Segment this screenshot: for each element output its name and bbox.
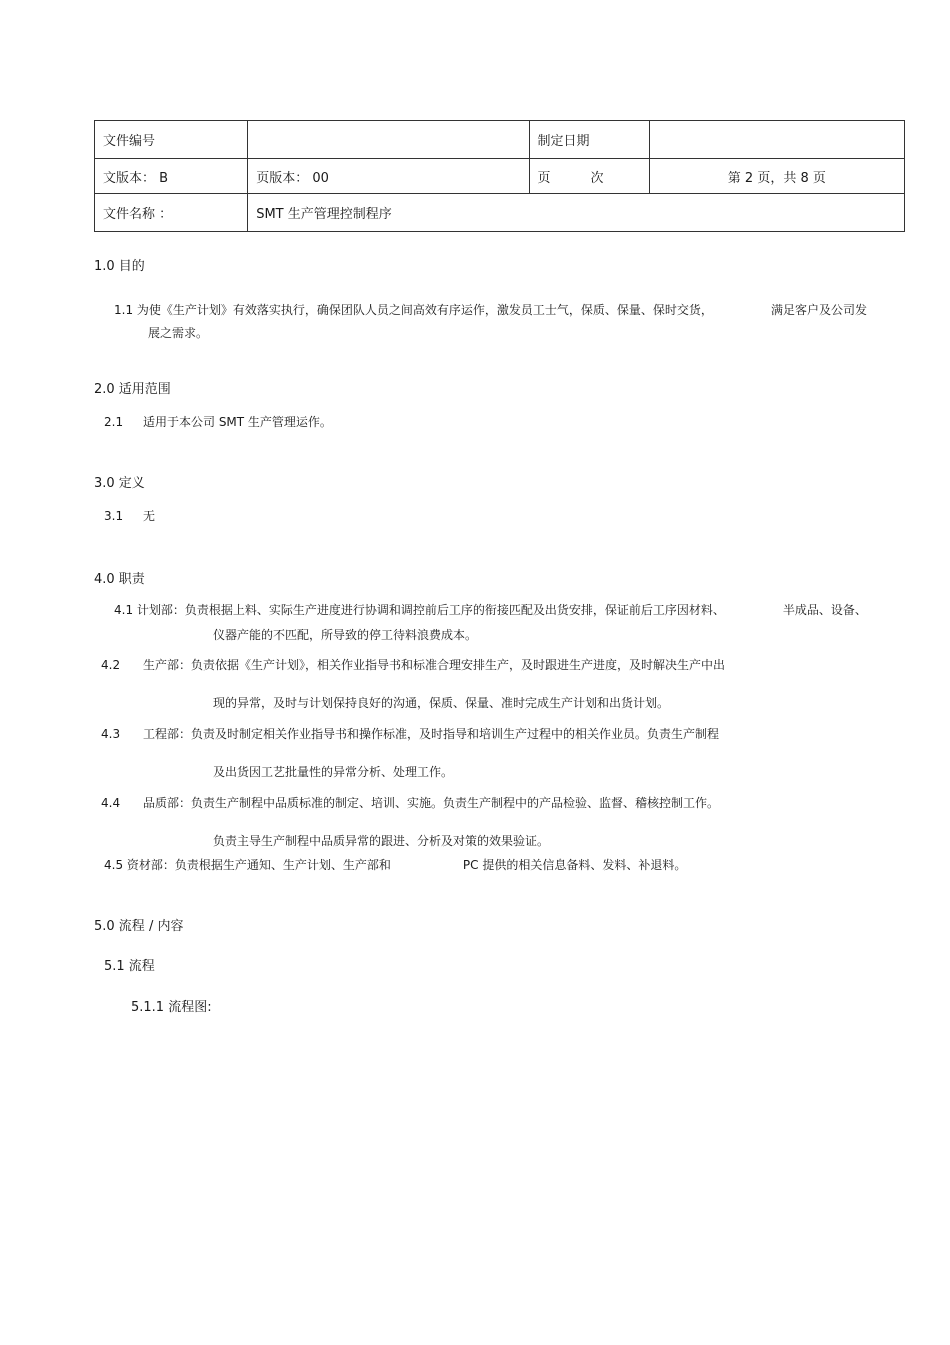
- section-2-heading: 2.0 适用范围: [94, 382, 171, 397]
- header-row-1: [95, 121, 905, 159]
- item-4-4-text-a: 品质部：负责生产制程中品质标准的制定、培训、实施。负责生产制程中的产品检验、监督、稽核控制工作。: [143, 796, 720, 810]
- item-1-1-text-c: 展之需求。: [148, 326, 209, 340]
- item-1-1-number: 1.1: [114, 303, 134, 317]
- section-3-heading: 3.0 定义: [94, 476, 145, 491]
- page-label-cell: [529, 159, 649, 194]
- item-4-3-text-b: 及出货因工艺批量性的异常分析、处理工作。: [213, 765, 454, 779]
- section-5-heading: 5.0 流程 / 内容: [94, 919, 184, 934]
- item-1-1-text-a: 为使《生产计划》有效落实执行，确保团队人员之间高效有序运作，激发员工士气，保质、保量、保时交货，: [136, 303, 713, 317]
- page-version-label: 页版本： 00: [248, 159, 529, 194]
- item-4-3-number: 4.3: [101, 727, 121, 741]
- item-4-1-text-a: 4.1 计划部：负责根据上料、实际生产进度进行协调和调控前后工序的衔接匹配及出货安排，保证前后工序因材料、: [114, 603, 725, 617]
- item-2-1-text: 适用于本公司 SMT 生产管理运作。: [143, 415, 332, 429]
- version-label: 文版本： B: [95, 159, 248, 194]
- doc-no-label: 文件编号: [95, 121, 248, 159]
- item-4-2-number: 4.2: [101, 658, 121, 672]
- header-row-2: [95, 159, 905, 194]
- page-value: 第 2 页，共 8 页: [649, 159, 904, 194]
- item-4-1-text-b: 半成品、设备、: [782, 603, 867, 617]
- item-4-2-text-b: 现的异常，及时与计划保持良好的沟通，保质、保量、准时完成生产计划和出货计划。: [213, 696, 670, 710]
- doc-no-value: [248, 121, 529, 159]
- name-value: SMT 生产管理控制程序: [248, 194, 905, 232]
- item-4-5: [104, 857, 686, 873]
- item-4-3-text-a: 工程部：负责及时制定相关作业指导书和操作标准，及时指导和培训生产过程中的相关作业员。负责生产制程: [143, 727, 720, 741]
- page-label-a: 页: [537, 170, 551, 186]
- item-4-4-text-b: 负责主导生产制程中品质异常的跟进、分析及对策的效果验证。: [213, 834, 550, 848]
- section-1-heading: 1.0 目的: [94, 259, 145, 274]
- item-3-1-text: 无: [143, 509, 156, 523]
- item-4-4-number: 4.4: [101, 796, 121, 810]
- item-4-2-text-a: 生产部：负责依据《生产计划》，相关作业指导书和标准合理安排生产，及时跟进生产进度，及时解决生产中出: [143, 658, 726, 672]
- section-5-1-1-heading: 5.1.1 流程图:: [131, 1000, 212, 1015]
- section-5-1-heading: 5.1 流程: [104, 959, 155, 974]
- date-value: [649, 121, 904, 159]
- date-label: 制定日期: [529, 121, 649, 159]
- name-label: 文件名称 ：: [95, 194, 248, 232]
- item-4-1-text-c: 仪器产能的不匹配，所导致的停工待料浪费成本。: [213, 628, 478, 642]
- item-4-1: [114, 602, 867, 618]
- item-1-1-text-b: 满足客户及公司发: [770, 303, 867, 317]
- item-4-5-text-b: PC 提供的相关信息备料、发料、补退料。: [462, 858, 687, 872]
- section-1-item-1: [114, 302, 867, 318]
- page-label-b: 次: [590, 170, 604, 186]
- header-row-3: [95, 194, 905, 232]
- item-2-1-number: 2.1: [104, 415, 124, 429]
- document-header-table: [94, 120, 905, 232]
- section-4-heading: 4.0 职责: [94, 572, 145, 587]
- item-4-5-text-a: 4.5 资材部：负责根据生产通知、生产计划、生产部和: [104, 858, 391, 872]
- item-3-1-number: 3.1: [104, 509, 124, 523]
